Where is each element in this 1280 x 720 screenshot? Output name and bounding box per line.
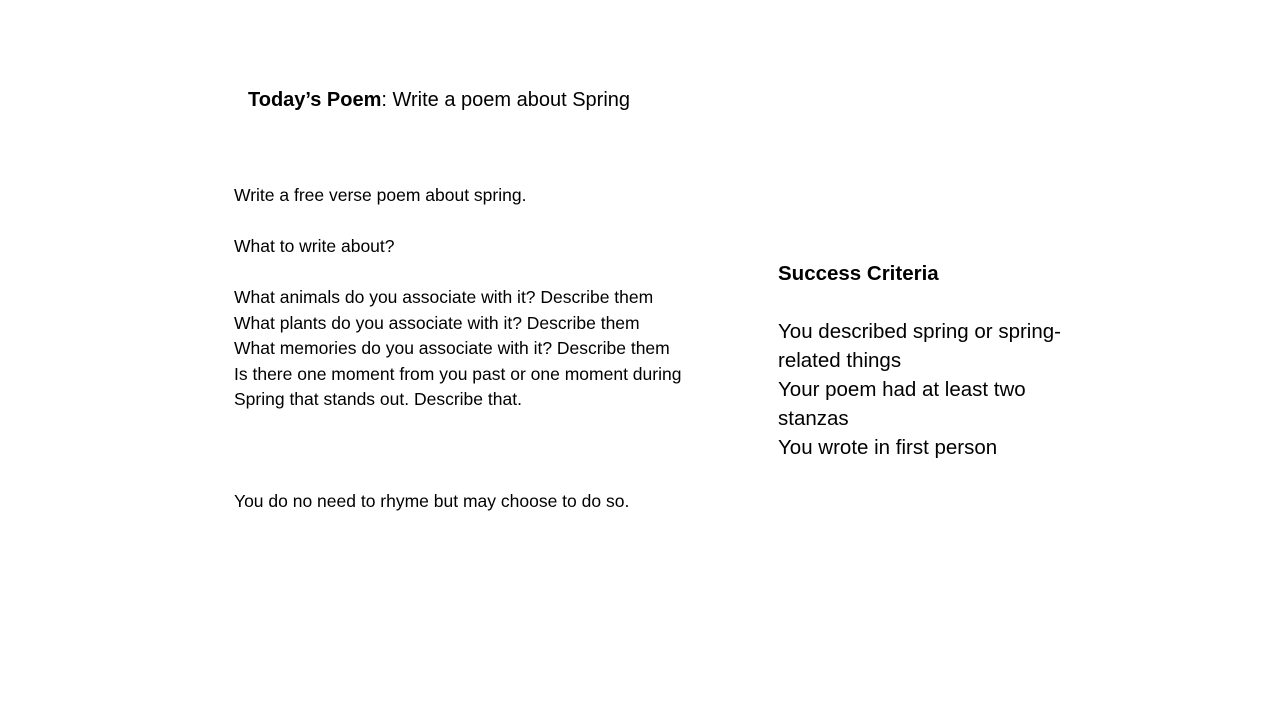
rhyme-note: You do no need to rhyme but may choose to do so. [234, 490, 630, 511]
prompt-moment: Is there one moment from you past or one moment during Spring that stands out. Describe that. [234, 363, 682, 409]
success-criteria-heading: Success Criteria [778, 262, 939, 285]
success-criteria-block [778, 259, 1078, 462]
page-title-bold: Today’s Poem [248, 89, 382, 111]
spacer [234, 413, 714, 489]
prompt-plants: What plants do you associate with it? Describe them [234, 312, 640, 333]
criteria-item: Your poem had at least two stanzas [778, 378, 1026, 430]
instructions-intro: Write a free verse poem about spring. [234, 185, 527, 205]
instructions-block [234, 183, 714, 514]
spacer [778, 288, 1078, 317]
prompt-memories: What memories do you associate with it? Describe them [234, 338, 670, 358]
prompt-animals: What animals do you associate with it? Describe them [234, 287, 654, 307]
instructions-question: What to write about? [234, 236, 395, 256]
spacer [234, 260, 714, 286]
criteria-item: You wrote in first person [778, 436, 998, 459]
page-title [248, 86, 630, 114]
criteria-item: You described spring or spring-related things [778, 320, 1061, 372]
page-title-rest: : Write a poem about Spring [381, 89, 631, 111]
spacer [234, 209, 714, 235]
